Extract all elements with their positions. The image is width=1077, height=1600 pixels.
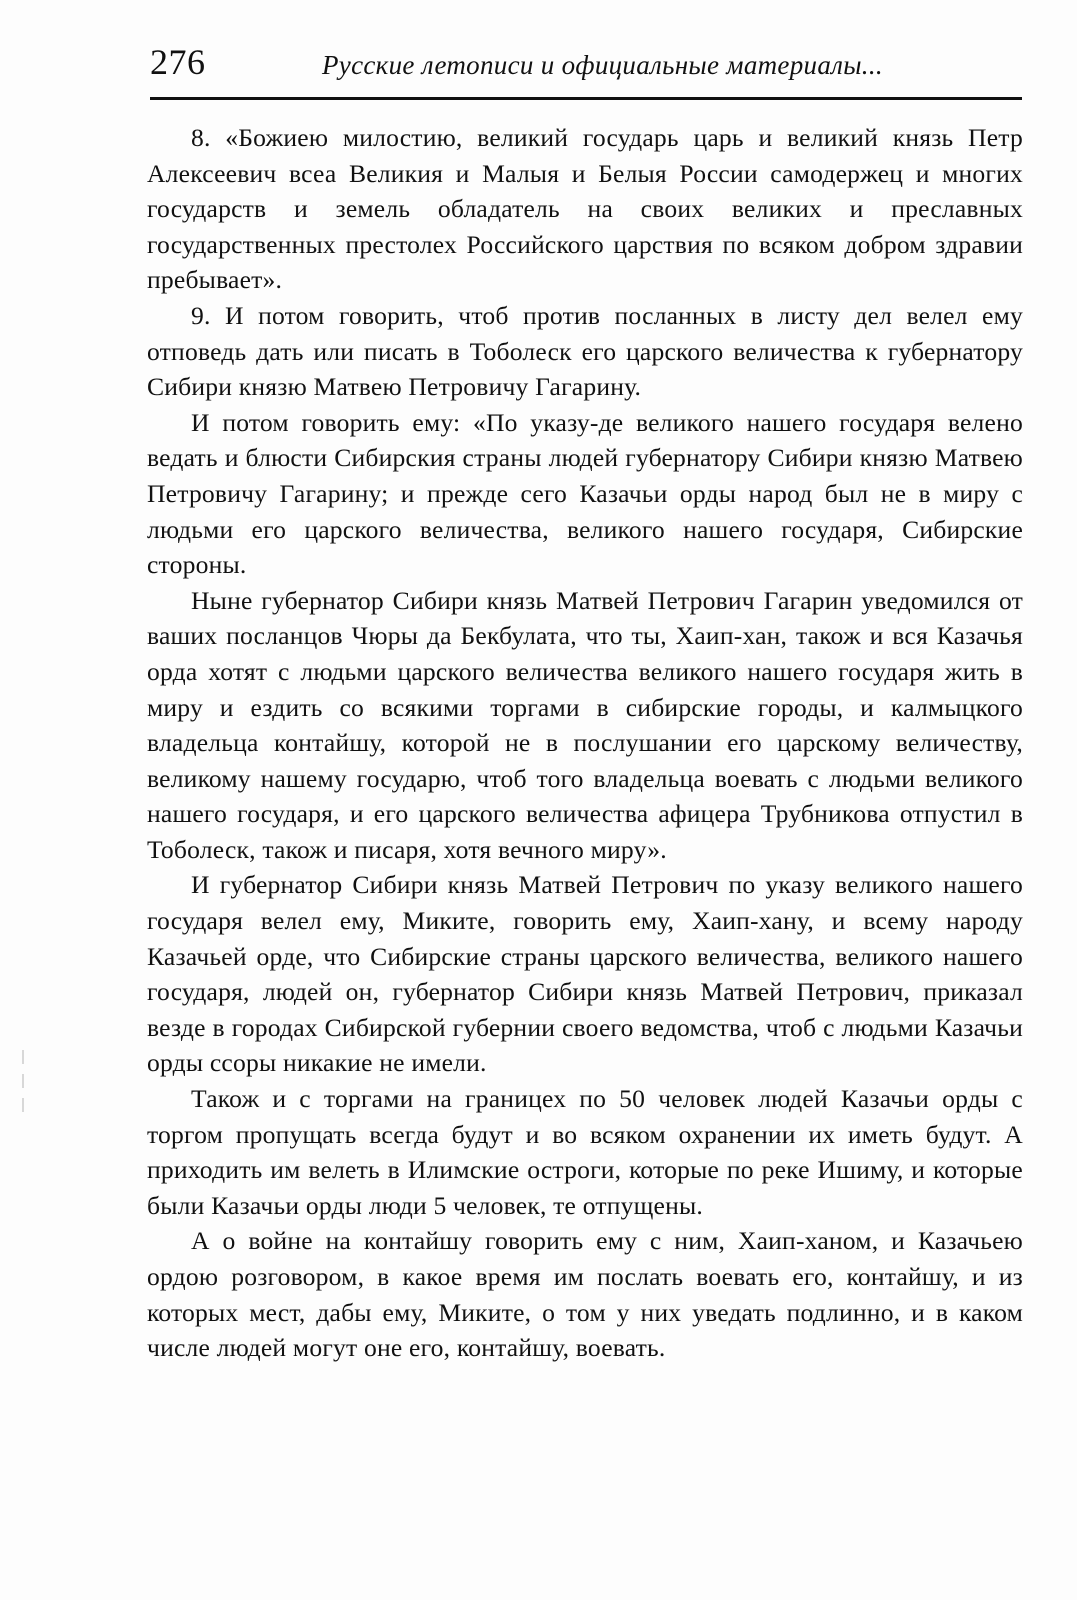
margin-scan-mark [22,1050,24,1064]
body-text [147,120,1023,1366]
header-rule [150,97,1022,100]
running-title: Русские летописи и официальные материалы... [322,50,883,80]
paragraph-governor-order: И губернатор Сибири князь Матвей Петрович по указу великого нашего государя велел ему, Миките, говорить ему, Хаип-хану, и всему народу Казачьей орде, что Сибирские страны царского величества, великого нашего государя, людей он, губернатор Сибири князь Матвей Петрович, приказал везде в городах Сибирской губернии своего ведомства, чтоб с людьми Казачьи орды ссоры никакие не имели. [147,870,1023,1078]
paragraph-speech-intro: И потом говорить ему: «По указу-де великого нашего государя велено ведать и блюсти Сибирския страны людей губернатору Сибири князю Матвею Петровичу Гагарину; и прежде сего Казачьи орды народ был не в миру с людьми его царского величества, великого нашего государя, Сибирские стороны. [147,407,1023,580]
paragraph-gagarin-informed: Ныне губернатор Сибири князь Матвей Петрович Гагарин уведомился от ваших посланцов Чюры да Бекбулата, что ты, Хаип-хан, також и вся Казачья орда хотят с людьми царского величества великого нашего государя жить в миру и ездить со всякими торгами в сибирские городы, и калмыцкого владельца контайшу, которой не в послушании его царскому величеству, великому нашему государю, чтоб того владельца воевать с людьми великого нашего государя, и его царского величества афицера Трубникова отпустил в Тоболеск, також и писаря, хотя вечного миру». [147,585,1023,864]
running-head [150,38,1030,98]
paragraph-8: 8. «Божиею милостию, великий государь царь и великий князь Петр Алексеевич всеа Великия и Малыя и Белыя России самодержец и многих государств и земель обладатель на своих великих и преславных государственных престолех Российского царствия по всяком добром здравии пребывает». [147,123,1023,295]
page-number: 276 [150,42,206,82]
margin-scan-mark [22,1074,24,1088]
paragraph-war: А о войне на контайшу говорить ему с ним, Хаип-ханом, и Казачьею ордою розговором, в какое время им послать воевать его, контайшу, и из которых мест, дабы ему, Миките, о том у них уведать подлинно, и в каком числе людей могут оне его, контайшу, воевать. [147,1226,1023,1363]
paragraph-trade: Також и с торгами на границех по 50 человек людей Казачьи орды с торгом пропущать всегда будут и во всяком охранении их иметь будут. А приходить им велеть в Илимские остроги, которые по реке Ишиму, и которые были Казачьи орды люди 5 человек, те отпущены. [147,1084,1023,1220]
margin-scan-mark [22,1098,24,1112]
paragraph-9: 9. И потом говорить, чтоб против посланных в листу дел велел ему отповедь дать или писать в Тоболеск его царского величества к губернатору Сибири князю Матвею Петровичу Гагарину. [147,300,1023,402]
